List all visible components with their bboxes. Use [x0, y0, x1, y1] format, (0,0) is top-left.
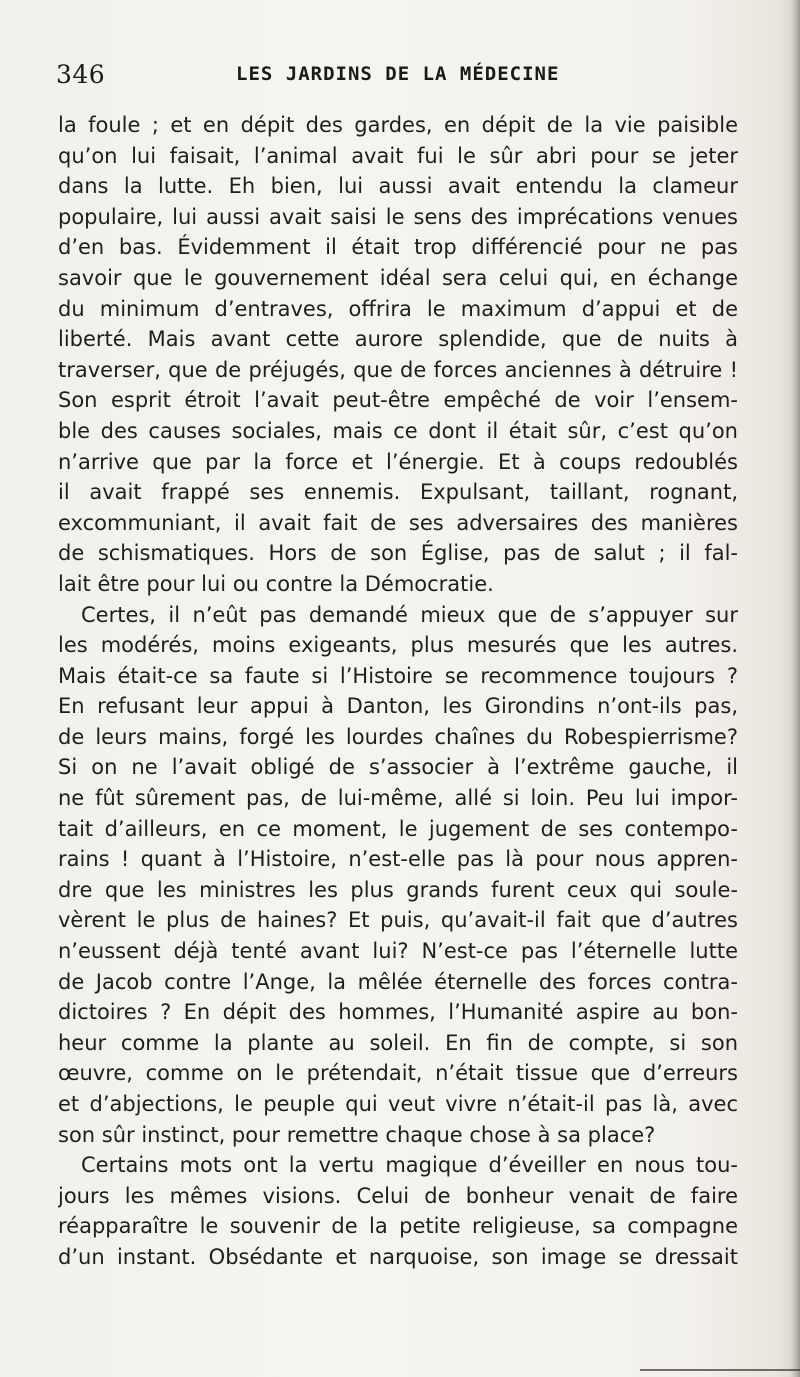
text-line: qu’on lui faisait, l’animal avait fui le sûr abri pour se jeter	[58, 143, 738, 168]
paragraph-start-line: Certains mots ont la vertu magique d’éveiller en nous tou-	[81, 1153, 738, 1178]
text-line: savoir que le gouvernement idéal sera celui qui, en échange	[58, 265, 738, 290]
text-line: d’un instant. Obsédante et narquoise, son image se dressait	[58, 1244, 738, 1269]
text-line: d’en bas. Évidemment il était trop différencié pour ne pas	[58, 235, 738, 260]
text-line: n’eussent déjà tenté avant lui? N’est-ce pas l’éternelle lutte	[58, 939, 738, 964]
text-line: les modérés, moins exigeants, plus mesurés que les autres.	[58, 633, 738, 658]
text-line: populaire, lui aussi avait saisi le sens des imprécations venues	[58, 204, 738, 229]
text-line: En refusant leur appui à Danton, les Girondins n’ont-ils pas,	[58, 694, 738, 719]
text-line: dre que les ministres les plus grands furent ceux qui soule-	[58, 877, 738, 902]
text-line: tait d’ailleurs, en ce moment, le jugement de ses contempo-	[58, 816, 738, 841]
paragraph-end-line: lait être pour lui ou contre la Démocratie.	[58, 571, 494, 596]
text-line: œuvre, comme on le prétendait, n’était tissue que d’erreurs	[58, 1061, 738, 1086]
text-line: de schismatiques. Hors de son Église, pas de salut ; il fal-	[58, 541, 738, 566]
text-line: traverser, que de préjugés, que de forces anciennes à détruire !	[58, 357, 738, 382]
paragraph-start-line: Certes, il n’eût pas demandé mieux que de s’appuyer sur	[81, 602, 738, 627]
text-line: la foule ; et en dépit des gardes, en dépit de la vie paisible	[58, 113, 738, 137]
text-line: vèrent le plus de haines? Et puis, qu’avait-il fait que d’autres	[58, 908, 738, 933]
text-line: Mais était-ce sa faute si l’Histoire se recommence toujours ?	[58, 663, 738, 688]
page-header	[56, 60, 736, 94]
text-line: ble des causes sociales, mais ce dont il était sûr, c’est qu’on	[58, 418, 738, 443]
paragraph-end-line: son sûr instinct, pour remettre chaque chose à sa place?	[58, 1122, 656, 1147]
body-text	[58, 110, 738, 1273]
text-line: heur comme la plante au soleil. En fin de compte, si son	[58, 1030, 738, 1055]
text-line: de leurs mains, forgé les lourdes chaînes du Robespierrisme?	[58, 724, 738, 749]
text-line: il avait frappé ses ennemis. Expulsant, taillant, rognant,	[58, 480, 738, 505]
page-edge-shadow	[790, 0, 800, 1377]
text-line: jours les mêmes visions. Celui de bonheur venait de faire	[58, 1183, 738, 1208]
text-line: rains ! quant à l’Histoire, n’est-elle pas là pour nous appren-	[58, 847, 738, 872]
running-title: LES JARDINS DE LA MÉDECINE	[236, 63, 560, 85]
text-line: réapparaître le souvenir de la petite religieuse, sa compagne	[58, 1214, 738, 1239]
text-line: liberté. Mais avant cette aurore splendide, que de nuits à	[58, 327, 738, 352]
bottom-edge-line	[640, 1369, 800, 1371]
text-line: du minimum d’entraves, offrira le maximum d’appui et de	[58, 296, 738, 321]
text-line: de Jacob contre l’Ange, la mêlée éternelle des forces contra-	[58, 969, 738, 994]
text-line: Son esprit étroit l’avait peut-être empêché de voir l’ensem-	[58, 388, 738, 413]
text-line: et d’abjections, le peuple qui veut vivre n’était-il pas là, avec	[58, 1092, 738, 1116]
text-line: Si on ne l’avait obligé de s’associer à l’extrême gauche, il	[58, 755, 738, 780]
text-line: n’arrive que par la force et l’énergie. Et à coups redoublés	[58, 449, 738, 474]
text-line: excommuniant, il avait fait de ses adversaires des manières	[58, 510, 738, 535]
text-line: dans la lutte. Eh bien, lui aussi avait entendu la clameur	[58, 174, 738, 199]
page-number: 346	[56, 60, 106, 89]
text-line: dictoires ? En dépit des hommes, l’Humanité aspire au bon-	[58, 1000, 738, 1025]
text-line: ne fût sûrement pas, de lui-même, allé si loin. Peu lui impor-	[58, 786, 738, 811]
